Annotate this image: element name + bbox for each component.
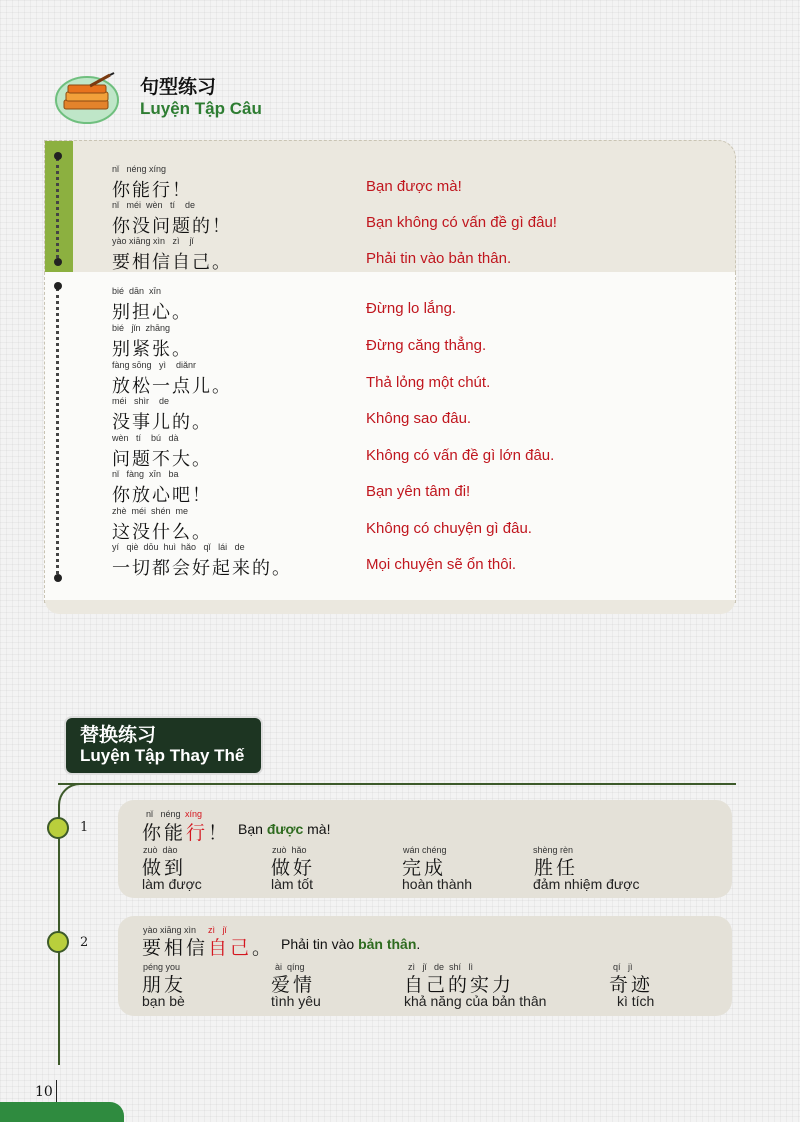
hanzi: 放松一点儿。	[112, 376, 232, 397]
translation: Bạn được mà!	[366, 178, 462, 195]
translation: Phải tin vào bản thân.	[366, 250, 512, 267]
option-hanzi: 自己的实力	[404, 974, 515, 996]
sentence-row	[112, 469, 712, 506]
bullet-icon	[47, 817, 69, 839]
option-translation: bạn bè	[142, 993, 185, 1009]
hanzi-highlight: 自己	[208, 937, 253, 959]
option-pinyin: shèng rèn	[533, 845, 574, 855]
hanzi: 别担心。	[112, 302, 192, 323]
pinyin: nǐ néng xíng	[112, 164, 167, 174]
sentence-row	[112, 433, 712, 470]
pattern-sentence	[142, 933, 274, 960]
hanzi: 问题不大。	[112, 449, 212, 470]
option-translation: kì tích	[617, 993, 655, 1009]
option-pinyin: zuò hǎo	[272, 845, 307, 855]
sentence-row	[112, 323, 712, 360]
hanzi-punct: 。	[252, 937, 275, 959]
option-translation: tình yêu	[271, 993, 321, 1009]
option-translation: làm được	[142, 876, 202, 892]
item-number: 1	[80, 820, 89, 835]
hanzi-punct: ！	[208, 822, 231, 844]
hanzi: 这没什么。	[112, 522, 212, 543]
vi-text: mà!	[303, 821, 331, 837]
bullet-icon	[47, 931, 69, 953]
option-hanzi: 胜任	[534, 857, 579, 879]
option-translation: hoàn thành	[402, 876, 473, 892]
sentence-row	[112, 360, 712, 397]
pinyin: wèn tí bú dà	[112, 433, 179, 443]
pattern-translation	[238, 821, 330, 837]
vi-highlight: được	[266, 821, 304, 837]
option-translation: khả năng của bản thân	[404, 993, 547, 1009]
pinyin: yí qiè dōu huì hǎo qǐ lái de	[112, 542, 245, 552]
translation: Không có vấn đề gì lớn đâu.	[366, 447, 555, 464]
sentence-row	[112, 542, 712, 579]
translation: Bạn yên tâm đi!	[366, 483, 471, 500]
pattern-sentence	[142, 818, 230, 845]
hanzi-highlight: 行	[186, 822, 209, 844]
option-pinyin: zuò dào	[143, 845, 178, 855]
sentence-row	[112, 506, 712, 543]
section2-title-vi: Luyện Tập Thay Thế	[80, 746, 245, 765]
pinyin-highlight: zì jǐ	[208, 925, 227, 935]
vi-text: .	[416, 936, 421, 952]
option-hanzi: 做到	[142, 857, 187, 879]
option-hanzi: 奇迹	[609, 974, 654, 996]
pinyin: bié jǐn zhāng	[112, 323, 171, 333]
sentence-row	[112, 200, 712, 237]
dot-marker	[54, 258, 62, 266]
option-hanzi: 完成	[402, 857, 447, 879]
sentence-row	[112, 164, 712, 201]
translation: Đừng lo lắng.	[366, 300, 457, 317]
panel-stripe	[45, 141, 73, 273]
option-pinyin: qí jì	[613, 962, 633, 972]
dot-marker	[54, 574, 62, 582]
dot-marker	[54, 152, 62, 160]
pinyin: nǐ néng	[146, 809, 181, 819]
hanzi: 你没问题的！	[112, 216, 232, 237]
section-title-vi: Luyện Tập Câu	[140, 99, 262, 118]
translation: Không sao đâu.	[366, 410, 472, 427]
option-translation: đảm nhiệm được	[533, 876, 640, 892]
sentence-row	[112, 236, 712, 273]
page-tab	[0, 1102, 124, 1122]
hanzi: 没事儿的。	[112, 412, 212, 433]
hanzi: 你放心吧！	[112, 485, 212, 506]
option-translation: làm tốt	[271, 876, 314, 892]
pinyin-highlight: xíng	[185, 809, 203, 819]
option-hanzi: 做好	[271, 857, 316, 879]
dotted-line	[56, 288, 59, 574]
panel-bottom-strip	[45, 600, 735, 614]
hanzi: 一切都会好起来的。	[112, 558, 292, 579]
translation: Thả lỏng một chút.	[366, 374, 491, 391]
page-number: 10	[35, 1084, 53, 1100]
option-pinyin: péng you	[143, 962, 181, 972]
section-title-zh: 句型练习	[140, 76, 217, 98]
vi-highlight: bản thân	[358, 936, 417, 952]
pinyin: yào xiāng xìn	[143, 925, 197, 935]
option-pinyin: ài qíng	[275, 962, 305, 972]
pattern-translation	[281, 936, 420, 952]
pinyin: zhè méi shén me	[112, 506, 189, 516]
hanzi: 要相信自己。	[112, 252, 232, 273]
option-pinyin: wán chéng	[403, 845, 447, 855]
sentence-row	[112, 396, 712, 433]
dot-marker	[54, 282, 62, 290]
option-hanzi: 爱情	[271, 974, 316, 996]
vi-text: Phải tin vào	[281, 936, 359, 952]
pinyin: méi shìr de	[112, 396, 170, 406]
section2-title-zh: 替换练习	[80, 724, 157, 746]
divider-line	[58, 783, 736, 785]
pinyin: bié dān xīn	[112, 286, 162, 296]
hanzi: 要相信	[142, 937, 209, 959]
item-number: 2	[80, 935, 89, 950]
pinyin: yào xiāng xìn zì jǐ	[112, 236, 194, 246]
translation: Mọi chuyện sẽ ổn thôi.	[366, 556, 517, 573]
translation: Đừng căng thẳng.	[366, 337, 487, 354]
pinyin: fàng sōng yì diǎnr	[112, 360, 197, 370]
translation: Bạn không có vấn đề gì đâu!	[366, 214, 557, 231]
option-hanzi: 朋友	[142, 974, 187, 996]
option-pinyin: zì jǐ de shí lì	[408, 962, 474, 972]
pinyin: nǐ méi wèn tí de	[112, 200, 196, 210]
pinyin: nǐ fàng xīn ba	[112, 469, 179, 479]
sentence-row	[112, 286, 712, 323]
books-icon	[54, 70, 120, 124]
hanzi: 别紧张。	[112, 339, 192, 360]
translation: Không có chuyện gì đâu.	[366, 520, 532, 537]
vi-text: Bạn	[238, 821, 267, 837]
hanzi: 你能行！	[112, 180, 192, 201]
hanzi: 你能	[142, 822, 187, 844]
dotted-line	[56, 158, 59, 258]
